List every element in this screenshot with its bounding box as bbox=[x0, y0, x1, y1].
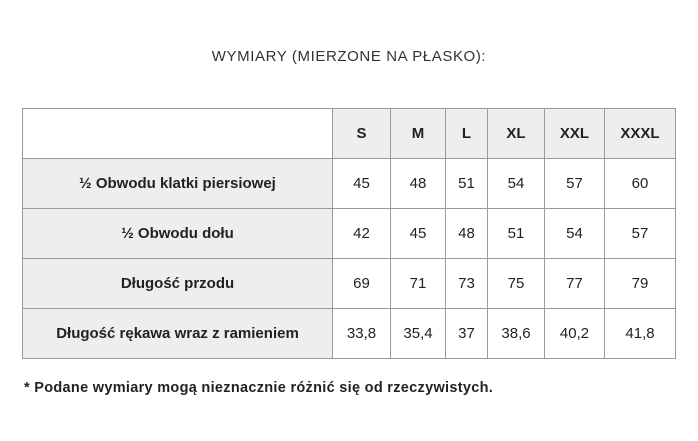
table-row bbox=[23, 259, 676, 309]
table-cell: 60 bbox=[605, 159, 676, 209]
size-table bbox=[22, 108, 676, 359]
table-cell: 48 bbox=[391, 159, 446, 209]
size-header-l: L bbox=[446, 109, 488, 159]
table-cell: 35,4 bbox=[391, 309, 446, 359]
table-cell: 75 bbox=[488, 259, 545, 309]
table-cell: 41,8 bbox=[605, 309, 676, 359]
page-title: WYMIARY (MIERZONE NA PŁASKO): bbox=[211, 48, 487, 65]
table-cell: 40,2 bbox=[545, 309, 605, 359]
row-label-chest: ½ Obwodu klatki piersiowej bbox=[23, 159, 333, 209]
table-cell: 69 bbox=[333, 259, 391, 309]
table-cell: 54 bbox=[488, 159, 545, 209]
table-cell: 33,8 bbox=[333, 309, 391, 359]
row-label-sleeve-length: Długość rękawa wraz z ramieniem bbox=[23, 309, 333, 359]
table-cell: 54 bbox=[545, 209, 605, 259]
table-cell: 57 bbox=[605, 209, 676, 259]
table-corner-cell bbox=[23, 109, 333, 159]
table-cell: 71 bbox=[391, 259, 446, 309]
row-label-hem: ½ Obwodu dołu bbox=[23, 209, 333, 259]
table-row bbox=[23, 159, 676, 209]
size-header-xl: XL bbox=[488, 109, 545, 159]
table-cell: 38,6 bbox=[488, 309, 545, 359]
table-row bbox=[23, 209, 676, 259]
row-label-front-length: Długość przodu bbox=[23, 259, 333, 309]
table-header-row bbox=[23, 109, 676, 159]
size-header-s: S bbox=[333, 109, 391, 159]
table-row bbox=[23, 309, 676, 359]
table-cell: 45 bbox=[391, 209, 446, 259]
size-header-xxl: XXL bbox=[545, 109, 605, 159]
size-header-m: M bbox=[391, 109, 446, 159]
table-cell: 57 bbox=[545, 159, 605, 209]
table-cell: 73 bbox=[446, 259, 488, 309]
table-cell: 77 bbox=[545, 259, 605, 309]
table-cell: 48 bbox=[446, 209, 488, 259]
size-header-xxxl: XXXL bbox=[605, 109, 676, 159]
table-cell: 51 bbox=[488, 209, 545, 259]
table-cell: 79 bbox=[605, 259, 676, 309]
footnote: * Podane wymiary mogą nieznacznie różnić się od rzeczywistych. bbox=[24, 380, 494, 396]
table-cell: 51 bbox=[446, 159, 488, 209]
table-cell: 45 bbox=[333, 159, 391, 209]
table-cell: 42 bbox=[333, 209, 391, 259]
table-cell: 37 bbox=[446, 309, 488, 359]
